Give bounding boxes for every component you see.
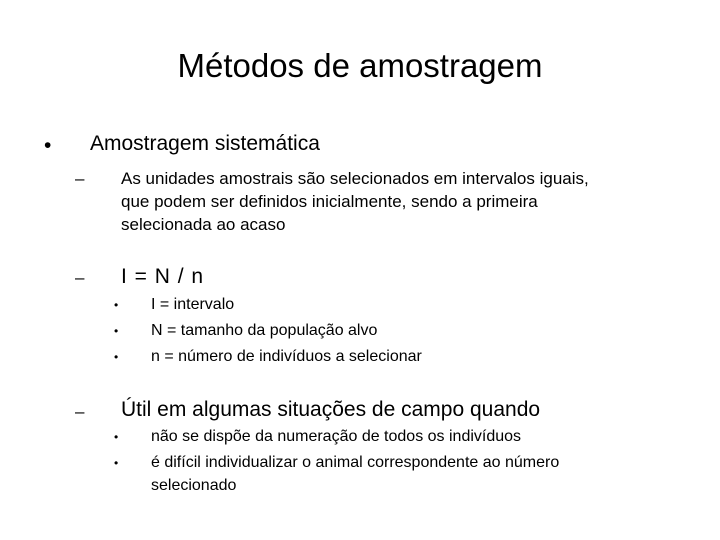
bullet-marker: • (114, 324, 119, 338)
bullet-text: Amostragem sistemática (90, 132, 320, 155)
formula-item-amostra: n = número de indivíduos a selecionar (151, 348, 422, 365)
dash-marker: – (75, 402, 85, 421)
dash-marker: – (75, 268, 85, 287)
formula-item-intervalo: I = intervalo (151, 296, 235, 313)
dash-marker: – (75, 169, 85, 188)
utilidade-text: Útil em algumas situações de campo quando (121, 398, 541, 421)
definition-line-1: As unidades amostrais são selecionados em intervalos iguais, (121, 169, 589, 188)
bullet-marker: • (114, 456, 119, 470)
bullet-marker: • (114, 350, 119, 364)
utilidade-item-individualizar-line-1: é difícil individualizar o animal correspondente ao número (151, 454, 560, 471)
bullet-marker: • (114, 430, 119, 444)
definition-line-2: que podem ser definidos inicialmente, sendo a primeira (121, 192, 538, 211)
bullet-marker: • (114, 298, 119, 312)
bullet-marker: • (44, 134, 52, 157)
utilidade-item-numeracao: não se dispõe da numeração de todos os indivíduos (151, 428, 522, 445)
slide-title: Métodos de amostragem (177, 47, 543, 84)
definition-line-3: selecionada ao acaso (121, 215, 286, 234)
formula-text: I = N / n (121, 265, 205, 288)
utilidade-item-individualizar-line-2: selecionado (151, 477, 237, 494)
formula-item-populacao: N = tamanho da população alvo (151, 322, 378, 339)
